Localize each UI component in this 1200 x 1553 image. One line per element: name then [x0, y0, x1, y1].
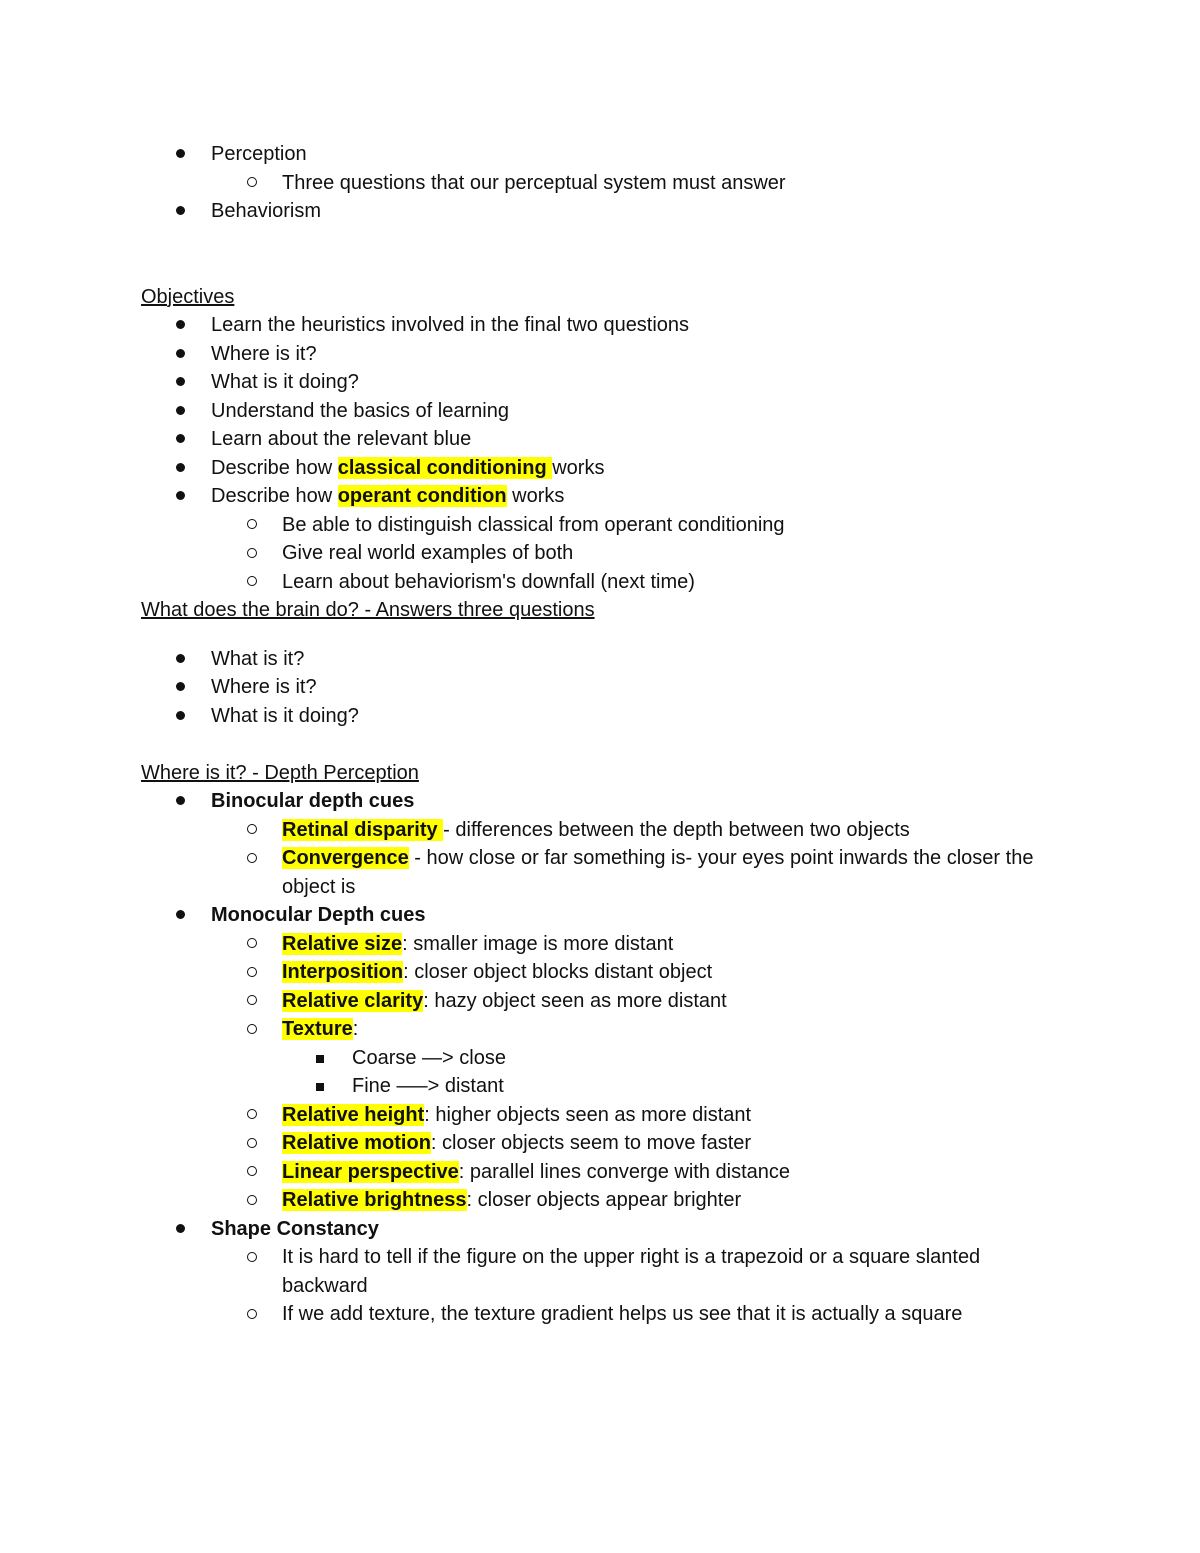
highlighted-term: Convergence: [282, 847, 409, 869]
bullet-square-icon: [316, 1072, 324, 1101]
list-item: Describe how classical conditioning works: [0, 454, 1200, 483]
list-item: Where is it?: [0, 673, 1200, 702]
list-subitem: Texture:: [0, 1015, 1200, 1044]
bullet-ring-icon: [247, 568, 257, 597]
highlighted-term: Texture: [282, 1018, 353, 1040]
bullet-dot-icon: [176, 901, 185, 930]
bullet-dot-icon: [176, 340, 185, 369]
bullet-dot-icon: [176, 673, 185, 702]
list-item: What is it?: [0, 645, 1200, 674]
bullet-ring-icon: [247, 1186, 257, 1215]
bullet-ring-icon: [247, 987, 257, 1016]
highlighted-term: operant condition: [337, 485, 507, 507]
bullet-ring-icon: [247, 844, 257, 873]
highlighted-term: Interposition: [282, 961, 404, 983]
bullet-dot-icon: [176, 197, 185, 226]
brain-heading: What does the brain do? - Answers three questions: [141, 599, 595, 621]
list-subitem: Convergence - how close or far something is- your eyes point inwards the closer the object is: [0, 844, 1062, 901]
list-item: Learn the heuristics involved in the final two questions: [0, 311, 1200, 340]
list-item: Describe how operant condition works: [0, 482, 1200, 511]
bullet-ring-icon: [247, 1129, 257, 1158]
list-item: Perception: [0, 140, 1200, 169]
bullet-ring-icon: [247, 539, 257, 568]
highlighted-term: Retinal disparity: [282, 818, 444, 841]
bullet-ring-icon: [247, 1300, 257, 1329]
bullet-ring-icon: [247, 1101, 257, 1130]
bullet-dot-icon: [176, 482, 185, 511]
list-subitem: Relative height: higher objects seen as more distant: [0, 1101, 1200, 1130]
highlighted-term: Relative height: [282, 1103, 425, 1126]
highlighted-term: Relative brightness: [282, 1189, 467, 1211]
bullet-ring-icon: [247, 1015, 257, 1044]
list-subitem: Retinal disparity - differences between the depth between two objects: [0, 816, 1200, 845]
bullet-dot-icon: [176, 425, 185, 454]
bullet-dot-icon: [176, 311, 185, 340]
bullet-dot-icon: [176, 645, 185, 674]
list-item: Where is it?: [0, 340, 1200, 369]
list-subitem: Relative size: smaller image is more distant: [0, 930, 1200, 959]
list-item: Behaviorism: [0, 197, 1200, 226]
list-subsubitem: Coarse —> close: [0, 1044, 1200, 1073]
bullet-dot-icon: [176, 1215, 185, 1244]
list-item: What is it doing?: [0, 702, 1200, 731]
list-subitem: Be able to distinguish classical from operant conditioning: [0, 511, 1200, 540]
bullet-dot-icon: [176, 397, 185, 426]
bullet-dot-icon: [176, 140, 185, 169]
list-item: Monocular Depth cues: [0, 901, 1200, 930]
bullet-dot-icon: [176, 454, 185, 483]
list-subitem: Interposition: closer object blocks distant object: [0, 958, 1200, 987]
bullet-ring-icon: [247, 1243, 257, 1272]
objectives-heading: Objectives: [141, 285, 235, 308]
list-item: Understand the basics of learning: [0, 397, 1200, 426]
bullet-ring-icon: [247, 930, 257, 959]
bullet-ring-icon: [247, 958, 257, 987]
list-subitem: Relative brightness: closer objects appear brighter: [0, 1186, 1200, 1215]
depth-heading: Where is it? - Depth Perception: [141, 761, 419, 784]
list-subitem: Relative clarity: hazy object seen as more distant: [0, 987, 1200, 1016]
bullet-dot-icon: [176, 368, 185, 397]
highlighted-term: Relative clarity: [282, 989, 424, 1012]
document-page: [0, 140, 1200, 1329]
bullet-ring-icon: [247, 511, 257, 540]
bullet-ring-icon: [247, 1158, 257, 1187]
list-subsubitem: Fine —–> distant: [0, 1072, 1200, 1101]
highlighted-term: Relative motion: [282, 1132, 431, 1154]
list-subitem: If we add texture, the texture gradient helps us see that it is actually a square: [0, 1300, 1200, 1329]
list-subitem: It is hard to tell if the figure on the upper right is a trapezoid or a square slanted backward: [0, 1243, 1062, 1300]
list-item: Shape Constancy: [0, 1215, 1200, 1244]
list-subitem: Learn about behaviorism's downfall (next time): [0, 568, 1200, 597]
highlighted-term: Relative size: [282, 932, 403, 955]
list-item: What is it doing?: [0, 368, 1200, 397]
highlighted-term: Linear perspective: [282, 1160, 459, 1183]
bullet-ring-icon: [247, 816, 257, 845]
list-subitem: Linear perspective: parallel lines converge with distance: [0, 1158, 1200, 1187]
bullet-dot-icon: [176, 702, 185, 731]
list-subitem: Give real world examples of both: [0, 539, 1200, 568]
bullet-ring-icon: [247, 169, 257, 198]
highlighted-term: classical conditioning: [337, 456, 553, 479]
list-subitem: Three questions that our perceptual system must answer: [0, 169, 1200, 198]
bullet-dot-icon: [176, 787, 185, 816]
list-item: Learn about the relevant blue: [0, 425, 1200, 454]
list-item: Binocular depth cues: [0, 787, 1200, 816]
bullet-square-icon: [316, 1044, 324, 1073]
list-subitem: Relative motion: closer objects seem to move faster: [0, 1129, 1200, 1158]
